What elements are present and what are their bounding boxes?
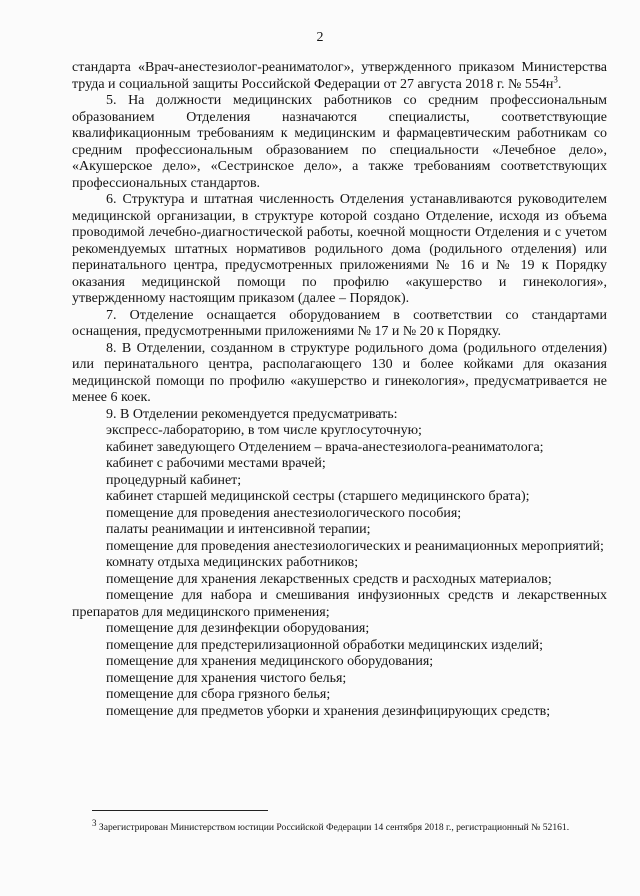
paragraph-8: 8. В Отделении, созданном в структуре родильного дома (родильного отделения) или перинатального центра, располагающего 130 и более койками для оказания медицинской помощи по профилю «акушерство и гинекология», предусматривается не менее 6 коек. <box>72 340 607 405</box>
list-item: помещение для проведения анестезиологического пособия; <box>106 505 462 521</box>
paragraph-7: 7. Отделение оснащается оборудованием в соответствии со стандартами оснащения, предусмотренными приложениями № 17 и № 20 к Порядку. <box>72 307 607 339</box>
list-item: помещение для хранения медицинского оборудования; <box>106 654 434 669</box>
list-item: процедурный кабинет; <box>106 472 242 488</box>
list-item: помещение для хранения лекарственных средств и расходных материалов; <box>106 571 552 587</box>
list-item: кабинет с рабочими местами врачей; <box>106 456 326 471</box>
footnote-text: Зарегистрирован Министерством юстиции Российской Федерации 14 сентября 2018 г., регистрационный № 52161. <box>96 822 570 833</box>
list-item: кабинет заведующего Отделением – врача-анестезиолога-реаниматолога; <box>106 439 544 455</box>
footnote-divider <box>92 810 268 811</box>
list-item: помещение для проведения анестезиологических и реанимационных мероприятий; <box>106 538 604 554</box>
intro-text: стандарта «Врач-анестезиолог-реаниматолог», утвержденного приказом Министерства труда и социальной защиты Российской Федерации от 27 августа 2018 г. № 554н <box>72 60 607 92</box>
list-item: помещение для предметов уборки и хранения дезинфицирующих средств; <box>106 703 551 719</box>
footnote <box>92 817 612 834</box>
paragraph-5: 5. На должности медицинских работников со средним профессиональным образованием Отделения назначаются специалисты, соответствующие квалификационным требованиям к медицинским и фармацевтическим работникам со средним профессиональным образованием по специальности «Лечебное дело», «Акушерское дело», «Сестринское дело», а также требованиям соответствующих профессиональных стандартов. <box>72 93 607 191</box>
list-item: помещение для набора и смешивания инфузионных средств и лекарственных препаратов для медицинского применения; <box>72 588 607 620</box>
list-item: кабинет старшей медицинской сестры (старшего медицинского брата); <box>106 489 530 504</box>
list-item: помещение для предстерилизационной обработки медицинских изделий; <box>106 637 544 653</box>
list-item: комнату отдыха медицинских работников; <box>106 555 359 570</box>
paragraph-6: 6. Структура и штатная численность Отделения устанавливаются руководителем медицинской организации, в структуре которой создано Отделение, исходя из объема проводимой лечебно-диагностической работы, коечной мощности Отделения и с учетом рекомендуемых штатных нормативов родильного дома (родильного отделения) или перинатального центра, предусмотренных приложениями № 16 и № 19 к Порядку оказания медицинской помощи по профилю «акушерство и гинекология», утвержденному настоящим приказом (далее – Порядок). <box>72 192 607 306</box>
list-item: помещение для сбора грязного белья; <box>106 687 331 702</box>
intro-end: . <box>557 76 562 92</box>
list-item: помещение для хранения чистого белья; <box>106 670 347 686</box>
list-item: помещение для дезинфекции оборудования; <box>106 621 370 636</box>
page-number: 2 <box>316 30 324 45</box>
intro-paragraph <box>72 60 607 93</box>
list-item: экспресс-лабораторию, в том числе круглосуточную; <box>106 423 422 438</box>
list-item: палаты реанимации и интенсивной терапии; <box>106 522 371 537</box>
document-body <box>72 60 607 720</box>
footnote-mark: 3 <box>92 817 97 828</box>
paragraph-9: 9. В Отделении рекомендуется предусматривать: <box>106 406 398 422</box>
footnote-reference: 3 <box>553 73 558 84</box>
